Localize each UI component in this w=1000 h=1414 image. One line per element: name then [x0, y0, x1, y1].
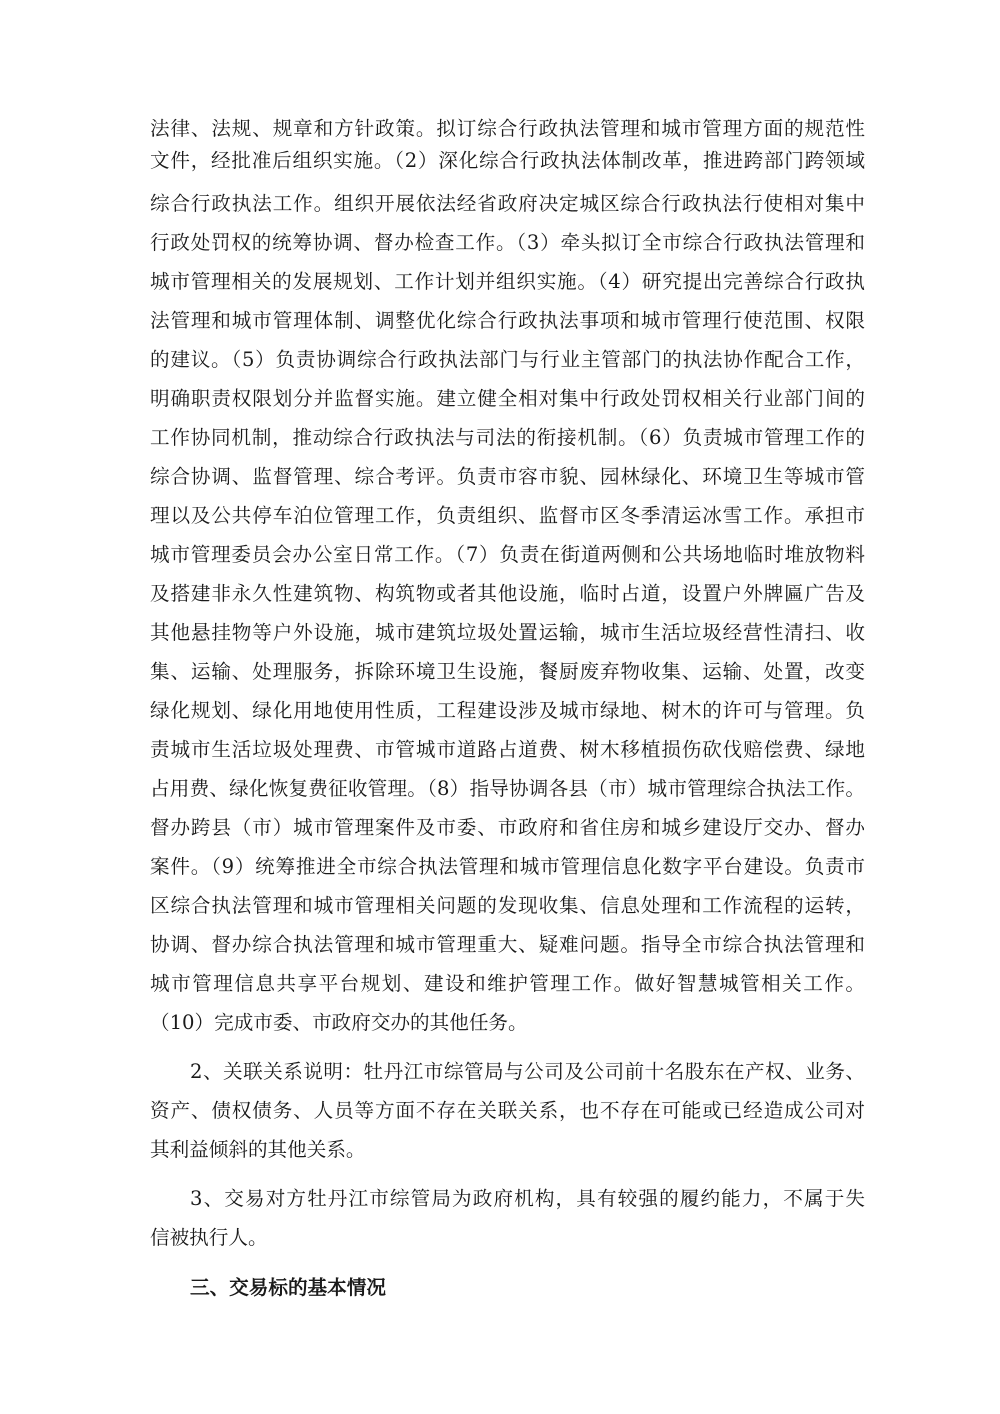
- text-line: （10）完成市委、市政府交办的其他任务。: [150, 1011, 528, 1034]
- text-line: 协调、督办综合执法管理和城市管理重大、疑难问题。指导全市综合执法管理和: [150, 933, 865, 956]
- text-line: 法管理和城市管理体制、调整优化综合行政执法事项和城市管理行使范围、权限: [150, 309, 865, 332]
- section-heading: 三、交易标的基本情况: [190, 1276, 386, 1299]
- text-line: 案件。（9）统筹推进全市综合执法管理和城市管理信息化数字平台建设。负责市: [150, 855, 865, 878]
- text-line: 资产、债权债务、人员等方面不存在关联关系，也不存在可能或已经造成公司对: [150, 1099, 865, 1122]
- text-line: 责城市生活垃圾处理费、市管城市道路占道费、树木移植损伤砍伐赔偿费、绿地: [150, 738, 865, 761]
- text-line: 文件，经批准后组织实施。（2）深化综合行政执法体制改革，推进跨部门跨领域: [150, 149, 865, 172]
- text-line: 明确职责权限划分并监督实施。建立健全相对集中行政处罚权相关行业部门间的: [150, 387, 865, 410]
- text-line: 工作协同机制，推动综合行政执法与司法的衔接机制。（6）负责城市管理工作的: [150, 426, 865, 449]
- text-line: 2、关联关系说明：牡丹江市综管局与公司及公司前十名股东在产权、业务、: [190, 1060, 865, 1083]
- text-line: 及搭建非永久性建筑物、构筑物或者其他设施，临时占道，设置户外牌匾广告及: [150, 582, 865, 605]
- text-line: 占用费、绿化恢复费征收管理。（8）指导协调各县（市）城市管理综合执法工作。: [150, 777, 865, 800]
- text-line: 理以及公共停车泊位管理工作，负责组织、监督市区冬季清运冰雪工作。承担市: [150, 504, 865, 527]
- text-line: 城市管理相关的发展规划、工作计划并组织实施。（4）研究提出完善综合行政执: [150, 270, 865, 293]
- text-line: 其他悬挂物等户外设施，城市建筑垃圾处置运输，城市生活垃圾经营性清扫、收: [150, 621, 865, 644]
- text-line: 其利益倾斜的其他关系。: [150, 1138, 366, 1161]
- text-line: 集、运输、处理服务，拆除环境卫生设施，餐厨废弃物收集、运输、处置，改变: [150, 660, 865, 683]
- text-line: 区综合执法管理和城市管理相关问题的发现收集、信息处理和工作流程的运转，: [150, 894, 865, 917]
- text-line: 综合协调、监督管理、综合考评。负责市容市貌、园林绿化、环境卫生等城市管: [150, 465, 865, 488]
- text-line: 城市管理信息共享平台规划、建设和维护管理工作。做好智慧城管相关工作。: [150, 972, 865, 995]
- text-line: 3、交易对方牡丹江市综管局为政府机构，具有较强的履约能力，不属于失: [190, 1187, 865, 1210]
- text-line: 的建议。（5）负责协调综合行政执法部门与行业主管部门的执法协作配合工作，: [150, 348, 865, 371]
- text-line: 综合行政执法工作。组织开展依法经省政府决定城区综合行政执法行使相对集中: [150, 192, 865, 215]
- text-line: 信被执行人。: [150, 1226, 268, 1249]
- text-line: 法律、法规、规章和方针政策。拟订综合行政执法管理和城市管理方面的规范性: [150, 117, 865, 140]
- text-line: 绿化规划、绿化用地使用性质，工程建设涉及城市绿地、树木的许可与管理。负: [150, 699, 865, 722]
- text-line: 督办跨县（市）城市管理案件及市委、市政府和省住房和城乡建设厅交办、督办: [150, 816, 865, 839]
- text-line: 城市管理委员会办公室日常工作。（7）负责在街道两侧和公共场地临时堆放物料: [150, 543, 865, 566]
- text-line: 行政处罚权的统筹协调、督办检查工作。（3）牵头拟订全市综合行政执法管理和: [150, 231, 865, 254]
